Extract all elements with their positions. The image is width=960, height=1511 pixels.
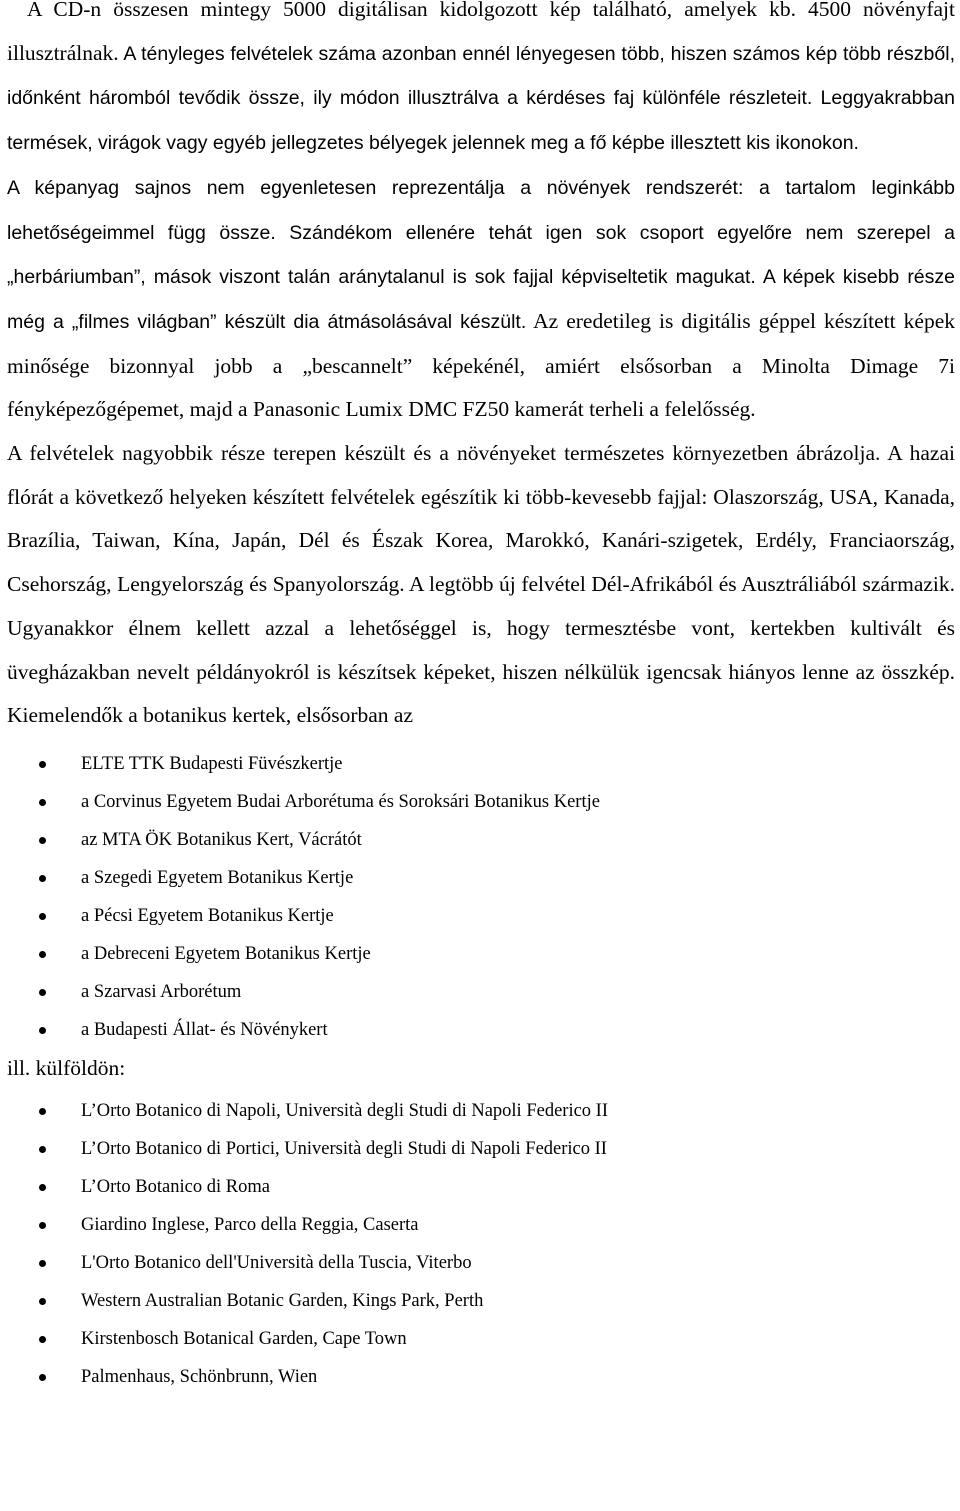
list-item-text: a Pécsi Egyetem Botanikus Kertje xyxy=(81,905,334,926)
bullet-icon xyxy=(39,989,46,996)
list-item-text: a Szegedi Egyetem Botanikus Kertje xyxy=(81,867,354,888)
list-item xyxy=(7,1011,955,1049)
coverage-text-sans: A képanyag sajnos nem egyenletesen reprezentálja a növények rendszerét: a tartalom leginkább lehetőségeimmel függ össze. Szándékom ellenére tehát igen sok csoport egyelőre nem szerepel a „herbáriumban”, mások viszont talán aránytalanul is sok fajjal képviseltetik magukat. A képek kisebb része még a „filmes világban” készült dia átmásolásával készült. xyxy=(7,176,955,333)
locations-text-1: A felvételek nagyobbik része terepen készült és a növényeket természetes környezetben ábrázolja. xyxy=(7,441,881,466)
list-item xyxy=(7,859,955,897)
bullet-icon xyxy=(39,1027,46,1034)
list-item xyxy=(7,783,955,821)
list-item-text: Western Australian Botanic Garden, Kings Park, Perth xyxy=(81,1290,484,1311)
list-item xyxy=(7,1358,955,1396)
list-item xyxy=(7,821,955,859)
list-item-text: a Corvinus Egyetem Budai Arborétuma és Soroksári Botanikus Kertje xyxy=(81,791,600,812)
foreign-gardens-list xyxy=(7,1092,955,1396)
bullet-icon xyxy=(39,1260,46,1267)
bullet-icon xyxy=(39,1108,46,1115)
bullet-icon xyxy=(39,1146,46,1153)
intro-paragraph xyxy=(7,0,955,166)
list-item xyxy=(7,1168,955,1206)
bullet-icon xyxy=(39,1222,46,1229)
bullet-icon xyxy=(39,1336,46,1343)
list-item xyxy=(7,935,955,973)
list-item-text: L'Orto Botanico dell'Università della Tuscia, Viterbo xyxy=(81,1252,472,1273)
list-item-text: L’Orto Botanico di Portici, Università degli Studi di Napoli Federico II xyxy=(81,1138,607,1159)
locations-paragraph xyxy=(7,432,955,738)
domestic-gardens-list xyxy=(7,745,955,1049)
bullet-icon xyxy=(39,799,46,806)
bullet-icon xyxy=(39,761,46,768)
list-item-text: az MTA ÖK Botanikus Kert, Vácrátót xyxy=(81,829,362,850)
intro-sentence-1: A CD-n összesen mintegy 5000 digitálisan kidolgozott kép található, amelyek kb. 4500 növényfajt illusztrálnak. xyxy=(7,0,955,65)
bullet-icon xyxy=(39,951,46,958)
locations-text-2: A hazai flórát a következő helyeken készített felvételek egészítik ki több-kevesebb fajjal: Olaszország, USA, Kanada, Brazília, Taiwan, Kína, Japán, Dél és Észak Korea, Marokkó, Kanári-szigetek, Erdély, Franciaország, Csehország, Lengyelország és Spanyolország. A legtöbb új felvétel Dél-Afrikából és Ausztráliából származik. Ugyanakkor élnem kellett azzal a lehetőséggel is, hogy termesztésbe vont, kertekben kultivált és üvegházakban nevelt példányokról is készítsek képeket, hiszen nélkülük igencsak hiányos lenne az összkép. Kiemelendők a botanikus kertek, elsősorban az xyxy=(7,441,955,728)
list-item xyxy=(7,1320,955,1358)
coverage-paragraph xyxy=(7,166,955,432)
list-item xyxy=(7,1206,955,1244)
list-item-text: L’Orto Botanico di Roma xyxy=(81,1176,270,1197)
list-item xyxy=(7,745,955,783)
list-item xyxy=(7,1282,955,1320)
list-item-text: a Budapesti Állat- és Növénykert xyxy=(81,1019,328,1040)
bullet-icon xyxy=(39,913,46,920)
list-item xyxy=(7,897,955,935)
list-item-text: a Szarvasi Arborétum xyxy=(81,981,242,1002)
bullet-icon xyxy=(39,875,46,882)
bullet-icon xyxy=(39,1298,46,1305)
list-item-text: Giardino Inglese, Parco della Reggia, Caserta xyxy=(81,1214,419,1235)
intro-sentence-2: A tényleges felvételek száma azonban ennél lényegesen több, hiszen számos kép több részből, időnként háromból tevődik össze, ily módon illusztrálva a kérdéses faj különféle részleteit. Leggyakrabban termések, virágok vagy egyéb jellegzetes bélyegek jelennek meg a fő képbe illesztett kis ikonokon. xyxy=(7,42,955,155)
list-item-text: ELTE TTK Budapesti Füvészkertje xyxy=(81,753,343,774)
document-page xyxy=(7,0,955,1396)
list-item-text: Palmenhaus, Schönbrunn, Wien xyxy=(81,1366,318,1387)
list-item xyxy=(7,1130,955,1168)
list-item xyxy=(7,1244,955,1282)
list-item-text: a Debreceni Egyetem Botanikus Kertje xyxy=(81,943,371,964)
abroad-label: ill. külföldön: xyxy=(7,1055,126,1080)
bullet-icon xyxy=(39,1374,46,1381)
list-item-text: Kirstenbosch Botanical Garden, Cape Town xyxy=(81,1328,407,1349)
bullet-icon xyxy=(39,837,46,844)
list-item-text: L’Orto Botanico di Napoli, Università degli Studi di Napoli Federico II xyxy=(81,1100,608,1121)
coverage-text-serif: Az eredetileg is digitális géppel készített képek minősége bizonnyal jobb a „bescannelt” képekénél, amiért elsősorban a Minolta Dimage 7i fényképezőgépemet, majd a Panasonic Lumix DMC FZ50 kamerát terheli a felelősség. xyxy=(7,308,955,422)
bullet-icon xyxy=(39,1184,46,1191)
list-item xyxy=(7,973,955,1011)
list-item xyxy=(7,1092,955,1130)
